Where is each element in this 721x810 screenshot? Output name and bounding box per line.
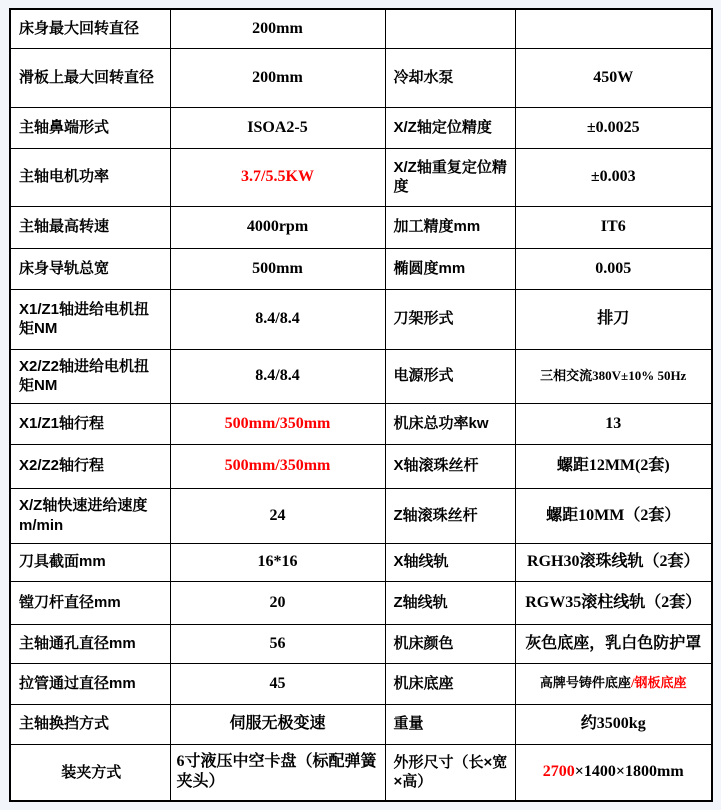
spec-text: 外形尺寸（长×宽×高） xyxy=(393,753,508,791)
spec-text: ISOA2-5 xyxy=(247,118,308,136)
spec-value-cell xyxy=(515,704,712,744)
spec-text: 500mm/350mm xyxy=(224,414,331,432)
spec-text: 电源形式 xyxy=(393,367,454,385)
spec-text: 200mm xyxy=(252,68,303,86)
spec-text: 伺服无极变速 xyxy=(229,715,326,732)
spec-text: 56 xyxy=(269,634,286,652)
spec-text: ±0.003 xyxy=(590,168,636,185)
spec-text: 床身最大回转直径 xyxy=(19,20,140,37)
spec-label-cell xyxy=(10,403,170,444)
spec-value-cell xyxy=(515,744,712,801)
spec-text: 主轴鼻端形式 xyxy=(19,118,110,136)
spec-text: 刀具截面mm xyxy=(19,553,106,571)
spec-value-cell xyxy=(170,48,385,107)
spec-label-cell xyxy=(10,488,170,543)
spec-text: 6寸液压中空卡盘（标配弹簧夹头） xyxy=(176,753,377,791)
table-row xyxy=(10,663,712,704)
spec-value-cell xyxy=(170,663,385,704)
spec-label-cell xyxy=(10,289,170,349)
spec-value-cell xyxy=(515,107,712,148)
spec-text: RGH30滚珠线轨（2套） xyxy=(527,553,700,570)
spec-label-cell xyxy=(385,289,515,349)
spec-text: X/Z轴快速进给速度m/min xyxy=(19,497,148,534)
spec-value-cell xyxy=(515,206,712,248)
spec-label-cell xyxy=(10,624,170,663)
spec-text: /钢板底座 xyxy=(630,675,687,691)
spec-label-cell xyxy=(385,48,515,107)
spec-value-cell xyxy=(170,9,385,48)
spec-text: IT6 xyxy=(600,218,626,235)
spec-text: X/Z轴定位精度 xyxy=(393,118,492,136)
spec-text: 螺距12MM(2套) xyxy=(556,457,670,474)
spec-value-cell xyxy=(170,581,385,624)
spec-text: 24 xyxy=(269,506,286,524)
spec-text: Z轴滚珠丝杆 xyxy=(393,506,478,524)
spec-text: 高牌号铸件底座 xyxy=(539,675,631,691)
spec-text: 主轴最高转速 xyxy=(19,218,110,236)
spec-text: RGW35滚柱线轨（2套） xyxy=(525,593,702,611)
spec-text: 灰色底座，乳白色防护罩 xyxy=(525,634,702,652)
table-row xyxy=(10,624,712,663)
spec-label-cell xyxy=(385,488,515,543)
spec-value-cell xyxy=(515,624,712,663)
spec-value-cell xyxy=(515,148,712,206)
spec-label-cell xyxy=(385,663,515,704)
spec-label-cell xyxy=(10,543,170,581)
spec-label-cell xyxy=(385,744,515,801)
spec-label-cell xyxy=(10,148,170,206)
spec-text: 机床颜色 xyxy=(393,634,454,652)
spec-text: 0.005 xyxy=(595,259,632,277)
spec-text: 螺距10MM（2套） xyxy=(546,506,681,524)
spec-value-cell xyxy=(515,48,712,107)
machine-spec-table xyxy=(9,8,713,802)
spec-label-cell xyxy=(385,206,515,248)
spec-label-cell xyxy=(385,444,515,488)
spec-text: 16*16 xyxy=(257,553,298,570)
spec-value-cell xyxy=(515,289,712,349)
spec-value-cell xyxy=(170,543,385,581)
spec-label-cell xyxy=(10,206,170,248)
table-row xyxy=(10,206,712,248)
spec-label-cell xyxy=(385,403,515,444)
spec-text: 主轴通孔直径mm xyxy=(19,634,136,652)
spec-value-cell xyxy=(515,9,712,48)
table-row xyxy=(10,107,712,148)
table-row xyxy=(10,444,712,488)
spec-value-cell xyxy=(170,403,385,444)
table-row xyxy=(10,9,712,48)
spec-label-cell xyxy=(385,349,515,403)
spec-text: 装夹方式 xyxy=(61,763,122,781)
spec-value-cell xyxy=(170,624,385,663)
table-row xyxy=(10,48,712,107)
spec-text: X2/Z2轴进给电机扭矩NM xyxy=(19,357,150,394)
spec-text: 4000rpm xyxy=(246,218,309,235)
spec-text: 20 xyxy=(269,593,286,611)
spec-text: 8.4/8.4 xyxy=(255,310,300,327)
spec-text: 主轴换挡方式 xyxy=(19,715,110,733)
spec-text: 主轴电机功率 xyxy=(19,168,110,186)
spec-table-body xyxy=(10,9,712,801)
spec-value-cell xyxy=(170,349,385,403)
spec-text: X1/Z1轴进给电机扭矩NM xyxy=(19,300,150,337)
spec-text: 椭圆度mm xyxy=(393,259,466,277)
spec-label-cell xyxy=(385,704,515,744)
table-row xyxy=(10,488,712,543)
spec-label-cell xyxy=(10,48,170,107)
spec-label-cell xyxy=(385,9,515,48)
spec-value-cell xyxy=(515,543,712,581)
spec-label-cell xyxy=(10,349,170,403)
spec-value-cell xyxy=(170,107,385,148)
spec-text: 500mm/350mm xyxy=(224,457,331,474)
table-row xyxy=(10,349,712,403)
spec-value-cell xyxy=(170,148,385,206)
spec-text: 重量 xyxy=(393,715,424,733)
spec-label-cell xyxy=(10,444,170,488)
spec-text: X/Z轴重复定位精度 xyxy=(393,158,507,195)
table-row xyxy=(10,289,712,349)
table-row xyxy=(10,148,712,206)
spec-text: 冷却水泵 xyxy=(393,68,454,86)
spec-value-cell xyxy=(170,744,385,801)
spec-label-cell xyxy=(10,248,170,289)
spec-text: 拉管通过直径mm xyxy=(19,674,136,692)
spec-text: 200mm xyxy=(252,19,303,37)
spec-label-cell xyxy=(10,107,170,148)
spec-value-cell xyxy=(170,444,385,488)
spec-text: 加工精度mm xyxy=(393,218,481,236)
spec-text: Z轴线轨 xyxy=(393,593,448,611)
spec-value-cell xyxy=(515,488,712,543)
spec-label-cell xyxy=(10,744,170,801)
spec-text: 刀架形式 xyxy=(393,310,454,328)
spec-text: X2/Z2轴行程 xyxy=(19,457,105,475)
spec-label-cell xyxy=(10,581,170,624)
spec-label-cell xyxy=(385,543,515,581)
spec-label-cell xyxy=(10,704,170,744)
spec-value-cell xyxy=(515,248,712,289)
spec-text: 机床总功率kw xyxy=(393,414,489,432)
spec-text: 8.4/8.4 xyxy=(255,367,300,384)
spec-label-cell xyxy=(385,581,515,624)
spec-text: 滑板上最大回转直径 xyxy=(19,68,155,86)
spec-value-cell xyxy=(170,488,385,543)
spec-label-cell xyxy=(385,248,515,289)
spec-label-cell xyxy=(385,148,515,206)
spec-label-cell xyxy=(10,663,170,704)
table-row xyxy=(10,403,712,444)
spec-text: 床身导轨总宽 xyxy=(19,259,110,277)
spec-text: 约3500kg xyxy=(580,715,646,732)
spec-text: 2700 xyxy=(542,763,575,781)
spec-value-cell xyxy=(515,349,712,403)
table-row xyxy=(10,744,712,801)
table-row xyxy=(10,543,712,581)
spec-value-cell xyxy=(170,248,385,289)
spec-value-cell xyxy=(170,206,385,248)
spec-text: X轴线轨 xyxy=(393,553,449,571)
spec-text: 13 xyxy=(605,414,622,432)
spec-value-cell xyxy=(170,704,385,744)
spec-text: 450W xyxy=(593,68,634,86)
spec-text: ±0.0025 xyxy=(586,118,640,136)
table-row xyxy=(10,704,712,744)
spec-text: 500mm xyxy=(252,259,303,277)
spec-text: X轴滚珠丝杆 xyxy=(393,457,479,475)
spec-text: 3.7/5.5KW xyxy=(241,168,314,185)
spec-value-cell xyxy=(515,581,712,624)
spec-label-cell xyxy=(385,624,515,663)
spec-value-cell xyxy=(515,403,712,444)
spec-label-cell xyxy=(10,9,170,48)
spec-value-cell xyxy=(170,289,385,349)
spec-label-cell xyxy=(385,107,515,148)
table-row xyxy=(10,581,712,624)
spec-text: 镗刀杆直径mm xyxy=(19,593,121,611)
spec-text: X1/Z1轴行程 xyxy=(19,414,105,432)
spec-value-cell xyxy=(515,444,712,488)
spec-value-cell xyxy=(515,663,712,704)
spec-text: 45 xyxy=(269,674,286,692)
spec-text: ×1400×1800mm xyxy=(574,763,684,781)
spec-text: 排刀 xyxy=(597,310,630,327)
table-row xyxy=(10,248,712,289)
spec-text: 机床底座 xyxy=(393,674,454,692)
spec-text: 三相交流380V±10% 50Hz xyxy=(540,367,687,383)
